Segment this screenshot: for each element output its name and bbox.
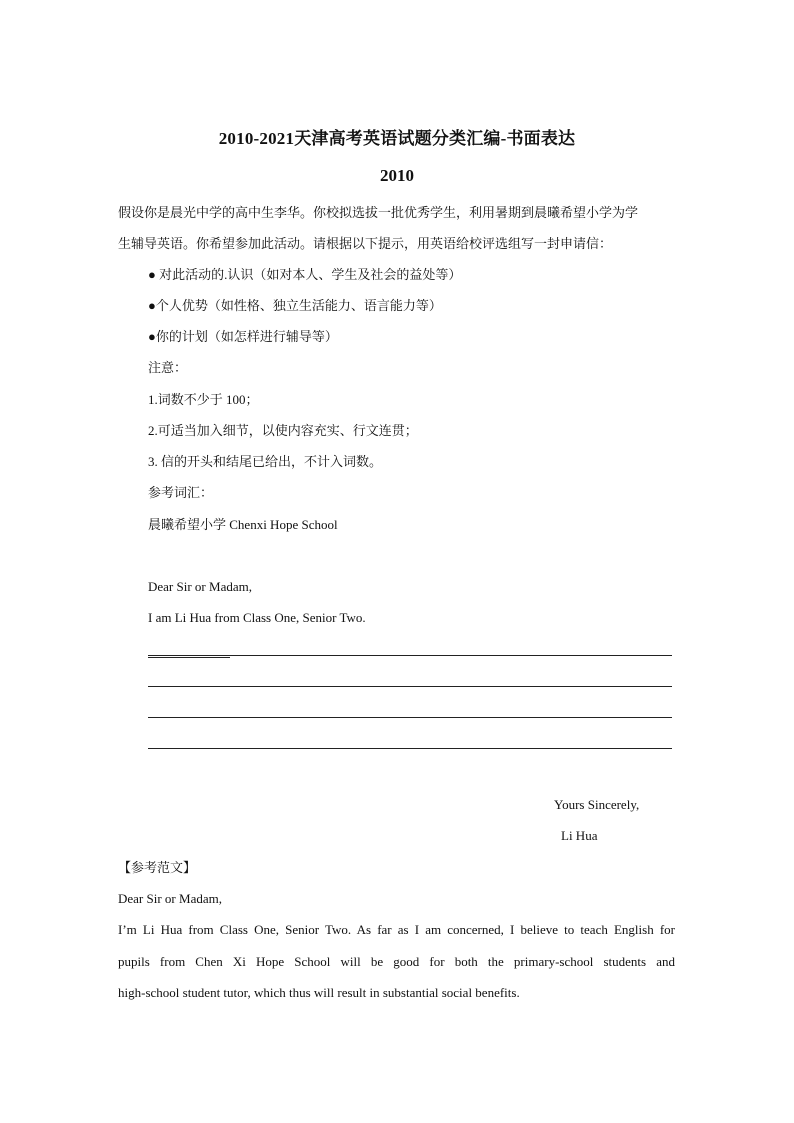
vocab-entry: 晨曦希望小学 Chenxi Hope School [148, 517, 338, 532]
letter-greeting: Dear Sir or Madam, [148, 579, 252, 594]
answer-line [148, 748, 672, 749]
sample-greeting: Dear Sir or Madam, [118, 891, 222, 906]
note-item-1: 1.词数不少于 100； [148, 392, 259, 407]
note-item-2: 2.可适当加入细节，以使内容充实、行文连贯； [148, 423, 418, 438]
sample-body-line-1: I’m Li Hua from Class One, Senior Two. As far as I am concerned, I believe to teach English for [118, 922, 675, 937]
prompt-line-2: 生辅导英语。你希望参加此活动。请根据以下提示，用英语给校评选组写一封申请信： [118, 236, 613, 251]
notes-label: 注意： [148, 360, 188, 375]
answer-line-short [148, 657, 230, 658]
bullet-item-1: ● 对此活动的.认识（如对本人、学生及社会的益处等） [148, 267, 462, 282]
note-item-3: 3. 信的开头和结尾已给出，不计入词数。 [148, 454, 383, 469]
sample-body-line-3: high-school student tutor, which thus will result in substantial social benefits. [118, 985, 520, 1000]
answer-line [148, 655, 672, 656]
prompt-line-1: 假设你是晨光中学的高中生李华。你校拟选拔一批优秀学生，利用暑期到晨曦希望小学为学 [118, 205, 639, 220]
sample-body-line-2: pupils from Chen Xi Hope School will be good for both the primary-school students and [118, 954, 675, 969]
section-year: 2010 [380, 166, 414, 185]
answer-line [148, 717, 672, 718]
letter-intro: I am Li Hua from Class One, Senior Two. [148, 610, 366, 625]
answer-line [148, 686, 672, 687]
vocab-label: 参考词汇： [148, 485, 214, 500]
bullet-item-2: ●个人优势（如性格、独立生活能力、语言能力等） [148, 298, 442, 313]
bullet-item-3: ●你的计划（如怎样进行辅导等） [148, 329, 338, 344]
letter-signature: Li Hua [561, 828, 598, 843]
sample-label: 【参考范文】 [118, 860, 197, 875]
letter-closing: Yours Sincerely, [554, 797, 640, 812]
document-title: 2010-2021天津高考英语试题分类汇编-书面表达 [218, 129, 576, 148]
